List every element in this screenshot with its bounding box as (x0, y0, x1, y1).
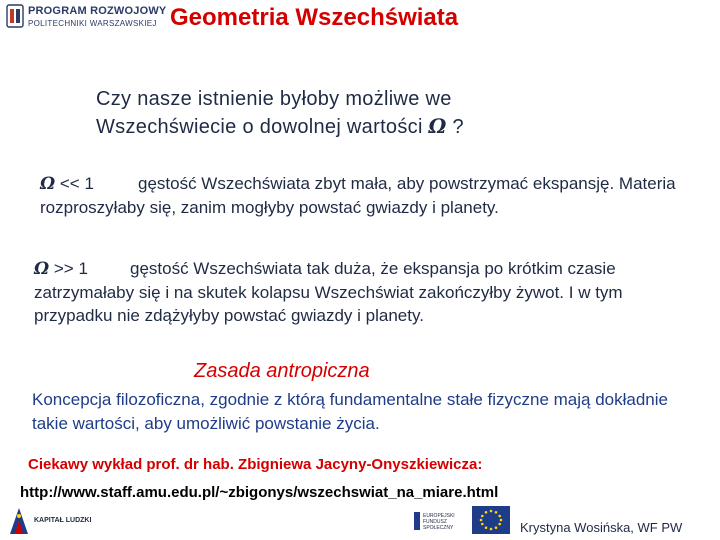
eu-fund-line-2: FUNDUSZ SPOŁECZNY (423, 519, 454, 531)
eu-flag-icon (472, 506, 510, 534)
omega-symbol: Ω (428, 114, 447, 138)
omega-symbol: Ω (34, 259, 50, 279)
lecture-label: Ciekawy wykład prof. dr hab. Zbigniewa Jacyny-Onyszkiewicza: (28, 456, 483, 473)
case-low-condition (40, 172, 138, 196)
lecture-url-link[interactable]: http://www.staff.amu.edu.pl/~zbigonys/wszechswiat_na_miare.html (20, 484, 499, 501)
question-mark: ? (446, 116, 464, 138)
kapital-ludzki-logo-icon (8, 506, 30, 536)
case-low-text: gęstość Wszechświata zbyt mała, aby powstrzymać ekspansję. Materia rozproszyłaby się, zanim mogłyby powstać gwiazdy i planety. (40, 174, 676, 217)
case-low-density (40, 172, 700, 219)
anthropic-text: Koncepcja filozoficzna, zgodnie z którą fundamentalne stałe fizyczne mają dokładnie takie wartości, aby umożliwić powstanie życia. (32, 390, 668, 433)
program-rozwojowy-logo (6, 2, 167, 32)
question-block (96, 86, 464, 141)
question-line-2-text: Wszechświecie o dowolnej wartości (96, 116, 429, 138)
eu-fund-text (423, 513, 466, 531)
pw-logo-icon (6, 4, 24, 28)
case-high-text: gęstość Wszechświata tak duża, że ekspansja po krótkim czasie zatrzymałaby się i na skutek kolapsu Wszechświat zakończyłby żywot. I w tym przypadku nie zdążyłyby powstać gwiazdy i planety. (34, 259, 623, 325)
question-line-1: Czy nasze istnienie byłoby możliwe we (96, 88, 452, 110)
case-high-condition (34, 257, 130, 281)
eu-fund-line-1: EUROPEJSKI (423, 513, 455, 519)
case-high-density (34, 257, 704, 327)
eu-fund-mark (414, 512, 420, 530)
kapital-ludzki-logo (6, 504, 92, 538)
page-title: Geometria Wszechświata (170, 4, 459, 31)
case-low-condition-value: << 1 (59, 174, 94, 193)
anthropic-heading: Zasada antropiczna (194, 360, 370, 382)
logo-line-1: PROGRAM ROZWOJOWY (28, 5, 167, 17)
omega-symbol: Ω (40, 174, 56, 194)
eu-fund-logo (414, 510, 466, 534)
question-line-2 (96, 113, 464, 141)
kapital-ludzki-text: KAPITAŁ LUDZKI (34, 517, 92, 524)
case-high-condition-value: >> 1 (53, 259, 88, 278)
logo-line-2: POLITECHNIKI WARSZAWSKIEJ (28, 19, 157, 28)
author-credit: Krystyna Wosińska, WF PW (520, 520, 683, 535)
